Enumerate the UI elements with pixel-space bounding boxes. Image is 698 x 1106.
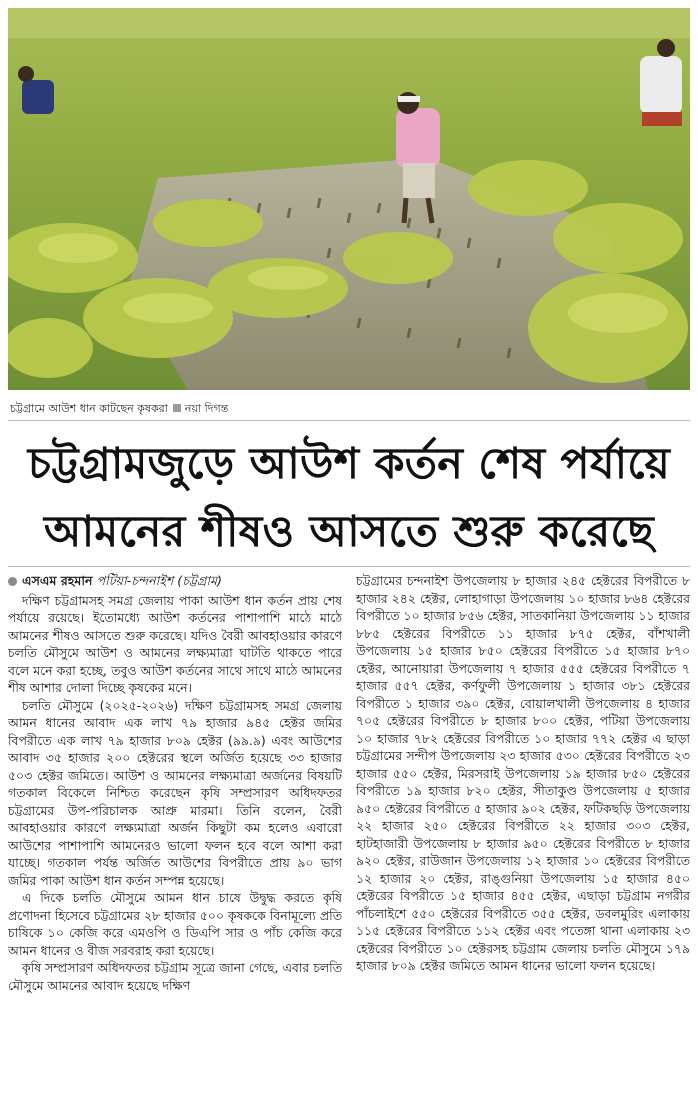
caption-source: নয়া দিগন্ত	[184, 402, 229, 415]
article-paragraph: কৃষি সম্প্রসারণ অধিদফতর চট্টগ্রাম সূত্রে জানা গেছে, এবার চলতি মৌসুমে আমনের আবাদ হয়েছে দক্ষিণ	[8, 960, 342, 993]
article-column-2	[356, 572, 690, 1098]
article-body	[8, 572, 690, 1098]
byline-location: পটিয়া-চন্দনাইশ (চট্টগ্রাম)	[96, 573, 222, 588]
headline-line-2: আমনের শীষও আসতে শুরু করেছে	[44, 507, 654, 557]
photo-illustration	[8, 8, 690, 390]
bullet-icon	[8, 577, 17, 586]
article-paragraph: চট্টগ্রামের চন্দনাইশ উপজেলায় ৮ হাজার ২৪৫ হেক্টরের বিপরীতে ৮ হাজার ২৪২ হেক্টর, লোহাগাড়া উপজেলায় ১০ হাজার ৮৬৪ হেক্টরের বিপরীতে ১০ হাজার ৮৫৬ হেক্টর, সাতকানিয়া উপজেলায় ১১ হাজার ৮৮৫ হেক্টরের বিপরীতে ১১ হাজার ৮৭৫ হেক্টর, বাঁশখালী উপজেলায় ১৫ হাজার ৮৫০ হেক্টরের বিপরীতে ১৫ হাজার ৮৭০ হেক্টর, আনোয়ারা উপজেলায় ৭ হাজার ৫৫৫ হেক্টরের বিপরীতে ৭ হাজার ৫৫৭ হেক্টর, কর্ণফুলী উপজেলায় ১ হাজার ৩৮১ হেক্টরের বিপরীতে ১ হাজার ৩৯০ হেক্টর, বোয়ালখালী উপজেলায় ৪ হাজার ৭০৫ হেক্টরের বিপরীতে ৮ হাজার ৮০০ হেক্টর, পটিয়া উপজেলায় ১০ হাজার ৭৮২ হেক্টরের বিপরীতে ১০ হাজার ৭৭২ হেক্টর এ ছাড়া চট্টগ্রামের সন্দীপ উপজেলায় ২৩ হাজার ৫৩০ হেক্টরের বিপরীতে ২৩ হাজার ৫৫০ হেক্টর, মিরসরাই উপজেলায় ১৯ হাজার ৮৫০ হেক্টরের বিপরীতে ১৯ হাজার ৮২০ হেক্টর, সীতাকুণ্ড উপজেলায় ৫ হাজার ৯৫০ হেক্টরের বিপরীতে ৫ হাজার ৯০২ হেক্টর, ফটিকছড়ি উপজেলায় ২২ হাজার ২৫০ হেক্টরের বিপরীতে ২২ হাজার ৩০৩ হেক্টর, হাটহাজারী উপজেলায় ৮ হাজার ৯৫০ হেক্টরের বিপরীতে ৮ হাজার ৯২০ হেক্টর, রাউজান উপজেলায় ১২ হাজার ১০ হেক্টরের বিপরীতে ১২ হাজার ২০ হেক্টর, রাঙ্গুনিয়া উপজেলায় ১৫ হাজার ৪৫০ হেক্টরের বিপরীতে ১৫ হাজার ৪৫৫ হেক্টর, এছাড়া চট্টগ্রাম নগরীর পাঁচলাইশে ৫৫০ হেক্টরের বিপরীতে ৩৫৫ হেক্টর, ডবলমুরিং এলাকায় ১১৫ হেক্টরের বিপরীতে ১১২ হেক্টর এবং পতেঙ্গা থানা এলাকায় ২৩ হেক্টরের বিপরীতে ১০ হেক্টরসহ চট্টগ্রাম জেলায় চলতি মৌসুমে ১৭৯ হাজার ৮০৯ হেক্টর জমিতে আমন ধানের ভালো ফলন হয়েছে।	[356, 573, 690, 973]
headline-line-1: চট্টগ্রামজুড়ে আউশ কর্তন শেষ পর্যায়ে	[27, 439, 671, 489]
rice-harvest-photo	[8, 8, 690, 390]
square-marker-icon	[173, 404, 181, 412]
article-column-1	[8, 572, 342, 1098]
article-paragraph: দক্ষিণ চট্টগ্রামসহ সমগ্র জেলায় পাকা আউশ ধান কর্তন প্রায় শেষ পর্যায়ে রয়েছে। ইতোমধ্যে আউশ কর্তনের পাশাপাশি মাঠে মাঠে আমনের শীষও আসতে শুরু করেছে। যদিও বৈরী আবহাওয়ার কারণে চলতি মৌসুমে আউশ ও আমনের লক্ষ্যমাত্রা ঘাটতি থাকতে পারে বলে মনে করা হচ্ছে, তবুও আউশ কর্তনের সাথে সাথে মাঠে আমনের শীষ আশার দোলা দিচ্ছে কৃষকের মনে।	[8, 592, 342, 695]
byline	[8, 572, 342, 590]
caption-text: চট্টগ্রামে আউশ ধান কাটছেন কৃষকরা	[10, 402, 168, 415]
byline-author: এসএম রহমান	[22, 573, 93, 588]
divider-top	[8, 420, 690, 421]
article-paragraph: চলতি মৌসুমে (২০২৫-২০২৬) দক্ষিণ চট্টগ্রামসহ সমগ্র জেলায় আমন ধানের আবাদ এক লাখ ৭৯ হাজার ৯৪৫ হেক্টর জমির বিপরীতে এক লাখ ৭৯ হাজার ৮০৯ হেক্টর (৯৯.৯) এবং আউশের আবাদ ৩৫ হাজার ২০০ হেক্টরের স্থলে অর্জিত হয়েছে ৩৩ হাজার ৫০৩ হেক্টর জমিতে। আউশ ও আমনের লক্ষ্যমাত্রা অর্জনের বিষয়টি গতকাল বিকেলে নিশ্চিত করেছেন কৃষি সম্প্রসারণ অধিদফতর চট্টগ্রামের উপ-পরিচালক আপ্রু মারমা। তিনি বলেন, বৈরী আবহাওয়ার কারণে লক্ষ্যমাত্রা অর্জন কিছুটা কম হলেও এবারো আউশের পাশাপাশি আমনেরও ভালো ফলন হবে বলে আশা করা যাচ্ছে। গতকাল পর্যন্ত অর্জিত আউশের বিপরীতে প্রায় ৯০ ভাগ জমির পাকা আউশ ধান কর্তন সম্পন্ন হয়েছে।	[8, 697, 342, 888]
article-paragraph: এ দিকে চলতি মৌসুমে আমন ধান চাষে উদ্বুদ্ধ করতে কৃষি প্রণোদনা হিসেবে চট্টগ্রামের ২৮ হাজার ৫০০ কৃষককে বিনামূল্যে প্রতি চাষিকে ১০ কেজি করে এমওপি ও ডিএপি সার ও পাঁচ কেজি করে আমন ধানের ও বীজ সরবরাহ করা হয়েছে।	[8, 890, 342, 958]
divider-bottom	[8, 566, 690, 567]
headline	[8, 430, 690, 566]
photo-caption	[10, 400, 690, 418]
